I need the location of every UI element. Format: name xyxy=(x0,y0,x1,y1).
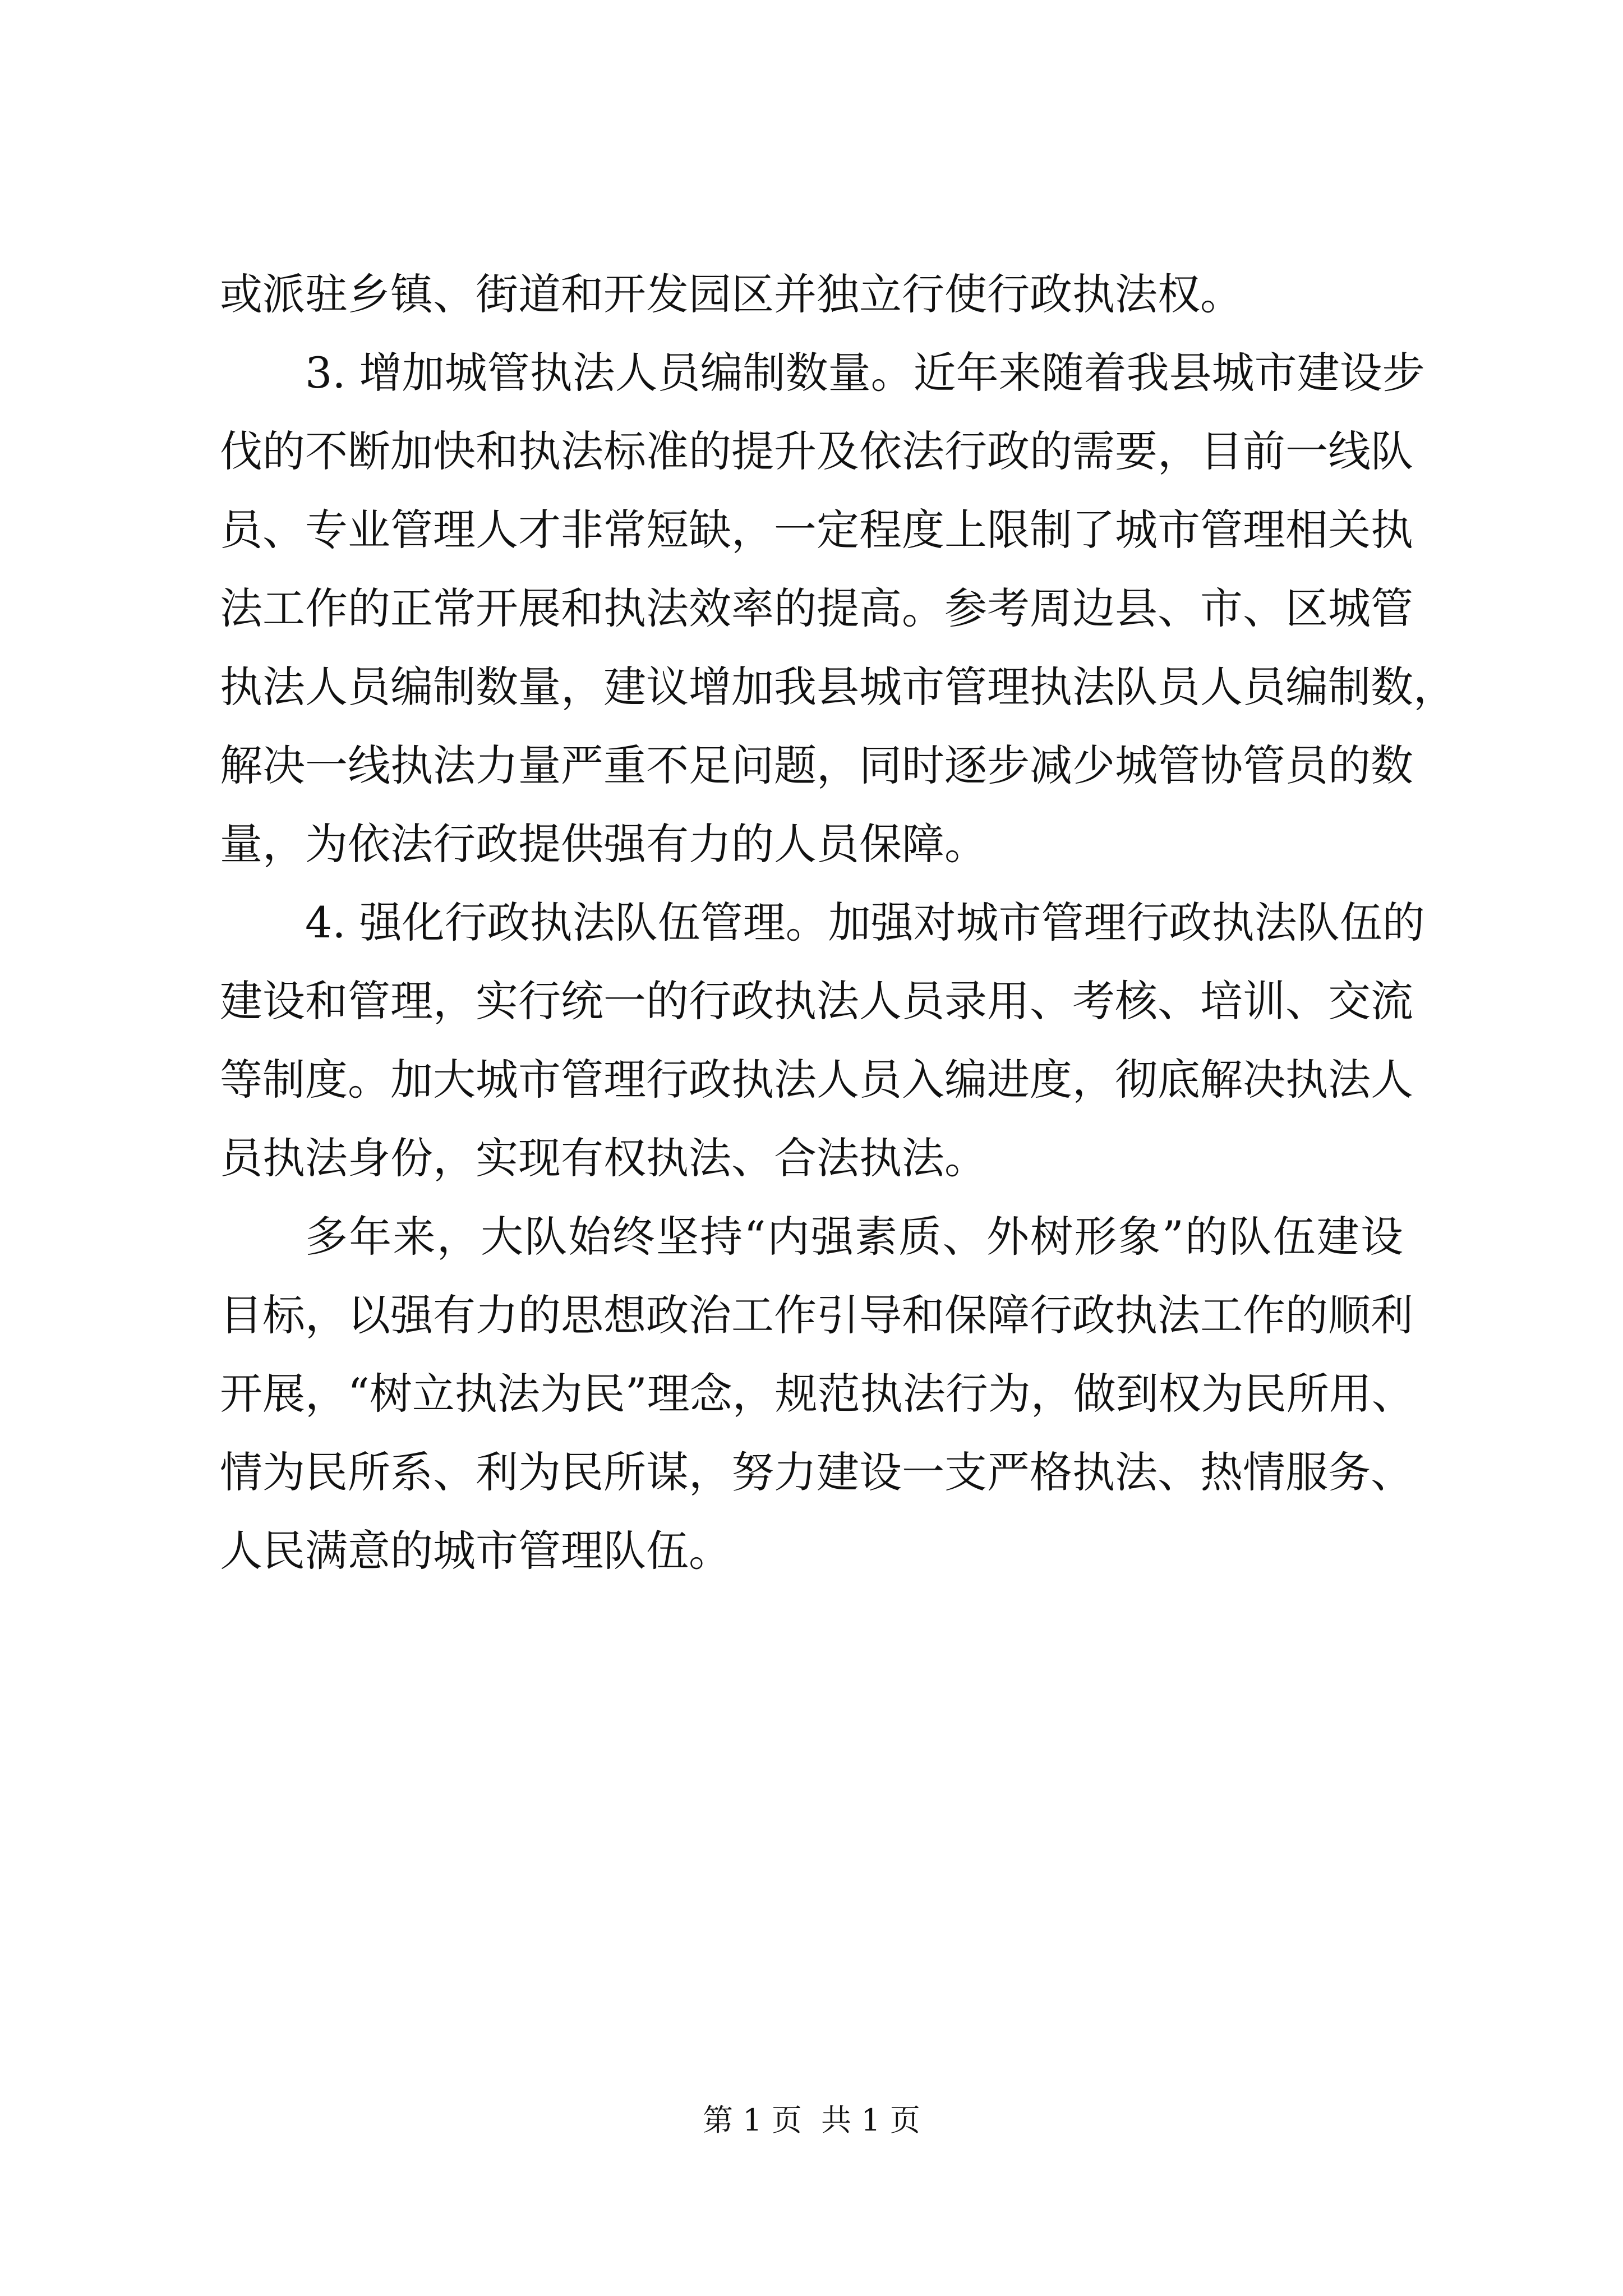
text-line: 多年来，大队始终坚持“内强素质、外树形象”的队伍建设 xyxy=(305,1212,1403,1262)
text-line: 4. 强化行政执法队伍管理。加强对城市管理行政执法队伍的 xyxy=(305,898,1425,947)
text-line: 解决一线执法力量严重不足问题，同时逐步减少城管协管员的数 xyxy=(220,740,1413,790)
text-line: 等制度。加大城市管理行政执法人员入编进度，彻底解决执法人 xyxy=(220,1055,1413,1105)
text-line: 或派驻乡镇、街道和开发园区并独立行使行政执法权。 xyxy=(220,269,1243,319)
text-line: 人民满意的城市管理队伍。 xyxy=(220,1526,731,1576)
text-line: 法工作的正常开展和执法效率的提高。参考周边县、市、区城管 xyxy=(220,583,1413,633)
text-line: 3. 增加城管执法人员编制数量。近年来随着我县城市建设步 xyxy=(305,348,1425,398)
text-line: 量，为依法行政提供强有力的人员保障。 xyxy=(220,819,987,869)
text-line: 伐的不断加快和执法标准的提升及依法行政的需要，目前一线队 xyxy=(220,426,1413,476)
text-line: 执法人员编制数量，建议增加我县城市管理执法队员人员编制数， xyxy=(220,662,1456,712)
text-line: 情为民所系、利为民所谋，努力建设一支严格执法、热情服务、 xyxy=(220,1447,1413,1497)
document-body xyxy=(220,255,1456,1590)
text-line: 开展，“树立执法为民”理念，规范执法行为，做到权为民所用、 xyxy=(220,1369,1414,1419)
page-footer: 第 1 页 共 1 页 xyxy=(703,2102,920,2138)
text-line: 建设和管理，实行统一的行政执法人员录用、考核、培训、交流 xyxy=(220,976,1413,1026)
text-line: 员执法身份，实现有权执法、合法执法。 xyxy=(220,1133,987,1183)
text-line: 目标，以强有力的思想政治工作引导和保障行政执法工作的顺利 xyxy=(220,1290,1413,1340)
text-line: 员、专业管理人才非常短缺，一定程度上限制了城市管理相关执 xyxy=(220,505,1413,555)
